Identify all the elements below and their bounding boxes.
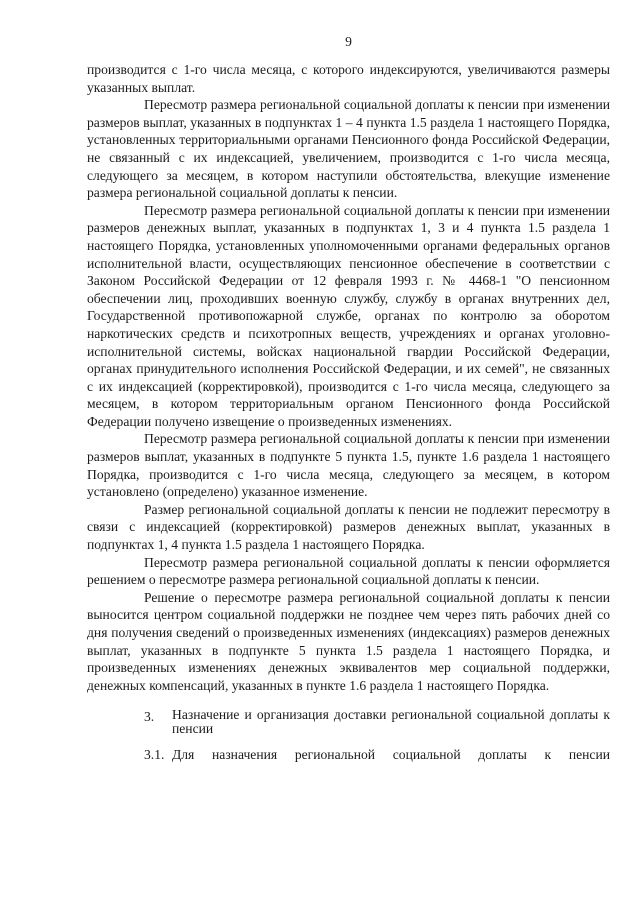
paragraph-not-subject-to-review: Размер региональной социальной доплаты к пенсии не подлежит пересмотру в связи с индексацией (корректировкой) размеров денежных выплат, указанных в подпунктах 1, 4 пункта 1.5 раздела 1 настоящего Порядка. (87, 501, 610, 553)
paragraph-decision-deadline: Решение о пересмотре размера региональной социальной доплаты к пенсии выносится центром социальной поддержки не позднее чем через пять рабочих дней со дня получения сведений о произведенных изменениях (индексациях) размеров денежных выплат, указанных в подпункте 5 пункта 1.5 раздела 1 настоящего Порядка, и произведенных изменениях денежных эквивалентов мер социальной поддержки, денежных компенсаций, указанных в пункте 1.6 раздела 1 настоящего Порядка. (87, 589, 610, 693)
paragraph-continuation: производится с 1-го числа месяца, с которого индексируются, увеличиваются размеры указанных выплат. (87, 62, 610, 95)
section-title: Назначение и организация доставки региональной социальной доплаты к пенсии (172, 707, 610, 736)
subsection-text: Для назначения региональной социальной доплаты к пенсии (172, 746, 610, 762)
paragraph-review-decision: Пересмотр размера региональной социальной доплаты к пенсии оформляется решением о пересмотре размера региональной социальной доплаты к пенсии. (87, 554, 610, 588)
section-3-heading (87, 708, 610, 735)
subsection-3-1 (87, 746, 610, 764)
section-number: 3. (144, 709, 155, 725)
subsection-number: 3.1. (144, 746, 165, 762)
paragraph-review-federal-payments: Пересмотр размера региональной социальной доплаты к пенсии при изменении размеров денежных выплат, указанных в подпунктах 1, 3 и 4 пункта 1.5 раздела 1 настоящего Порядка, установленных уполномоченными органами федеральных органов исполнительной власти, осуществляющих пенсионное обеспечение в соответствии с Законом Российской Федерации от 12 февраля 1993 г. № 4468-1 "О пенсионном обеспечении лиц, проходивших военную службу, службу в органах внутренних дел, Государственной противопожарной службе, органах по контролю за оборотом наркотических средств и психотропных веществ, учреждениях и органах уголовно-исполнительной системы, войсках национальной гвардии Российской Федерации, органах принудительного исполнения Российской Федерации, и их семей", не связанных с их индексацией (корректировкой), производится с 1-го числа месяца, следующего за месяцем, в котором территориальным органом Пенсионного фонда Российской Федерации получено извещение о произведенных изменениях. (87, 202, 610, 429)
page-number: 9 (345, 34, 352, 49)
paragraph-review-payments-1-5-1-6: Пересмотр размера региональной социальной доплаты к пенсии при изменении размеров выплат, указанных в подпункте 5 пункта 1.5, пункте 1.6 раздела 1 настоящего Порядка, производится с 1-го числа месяца, следующего за месяцем, в котором установлено (определено) указанное изменение. (87, 431, 610, 500)
paragraph-review-payments-1-4: Пересмотр размера региональной социальной доплаты к пенсии при изменении размеров выплат, указанных в подпунктах 1 – 4 пункта 1.5 раздела 1 настоящего Порядка, установленных территориальными органами Пенсионного фонда Российской Федерации, не связанный с их индексацией, увеличением, производится с 1-го числа месяца, следующего за месяцем, в котором наступили обстоятельства, влекущие изменение размера региональной социальной доплаты к пенсии. (87, 97, 610, 201)
